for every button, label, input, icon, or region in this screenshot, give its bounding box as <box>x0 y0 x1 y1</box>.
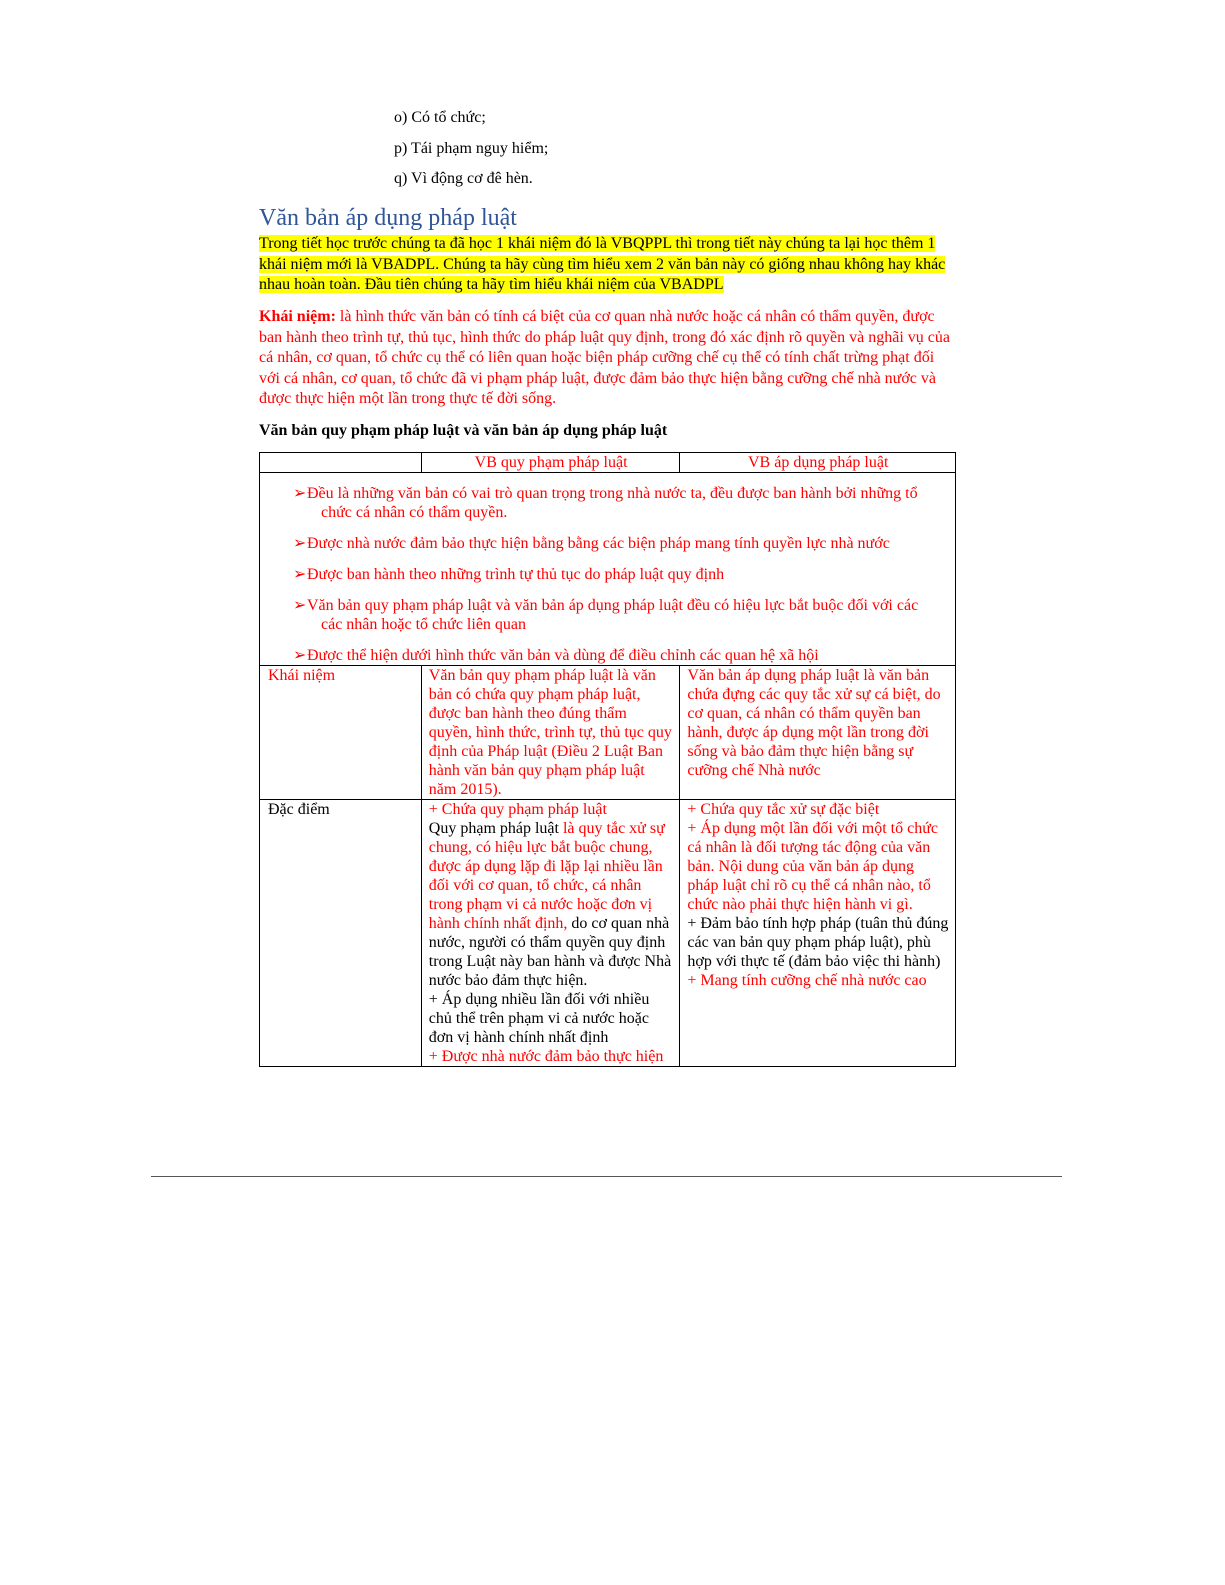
arrow-bullet-icon: ➢ <box>293 485 307 502</box>
arrow-bullet-icon: ➢ <box>293 535 307 552</box>
header-cell-vbadpl: VB áp dụng pháp luật <box>680 453 956 473</box>
list-item: o) Có tổ chức; <box>394 109 486 126</box>
row-label-concept: Khái niệm <box>260 666 422 800</box>
concept-paragraph <box>259 307 959 410</box>
common-point: ➢Được thể hiện dưới hình thức văn bản và dùng để điều chỉnh các quan hệ xã hội <box>293 647 819 664</box>
intro-paragraph <box>259 234 959 296</box>
feature-line: + Được nhà nước đảm bảo thực hiện <box>428 1048 664 1065</box>
table-title: Văn bản quy phạm pháp luật và văn bản áp dụng pháp luật <box>259 422 668 439</box>
common-point: ➢Đều là những văn bản có vai trò quan trọng trong nhà nước ta, đều được ban hành bởi những tổ chức cá nhân có thẩm quyền. <box>293 485 918 521</box>
common-points-cell <box>260 473 956 666</box>
cell-features-vbadpl <box>680 800 956 1067</box>
common-point: ➢Văn bản quy phạm pháp luật và văn bản áp dụng pháp luật đều có hiệu lực bắt buộc đối với các các nhân hoặc tổ chức liên quan <box>293 597 919 633</box>
cell-concept-vbadpl: Văn bản áp dụng pháp luật là văn bản chứa đựng các quy tắc xử sự cá biệt, do cơ quan, cá nhân có thẩm quyền ban hành, được áp dụng một lần trong đời sống và bảo đảm thực hiện bằng sự cưỡng chế Nhà nước <box>680 666 956 800</box>
common-point: ➢Được ban hành theo những trình tự thủ tục do pháp luật quy định <box>293 566 725 583</box>
feature-paragraph: Quy phạm pháp luật là quy tắc xử sự chung, có hiệu lực bắt buộc chung, được áp dụng lặp đi lặp lại nhiều lần đối với cơ quan, tổ chức, cá nhân trong phạm vi cả nước hoặc đơn vị hành chính nhất định, do cơ quan nhà nước, người có thẩm quyền quy định trong Luật này ban hành và được Nhà nước bảo đảm thực hiện. <box>428 820 672 989</box>
section-heading: Văn bản áp dụng pháp luật <box>259 205 517 231</box>
feature-line: + Mang tính cưỡng chế nhà nước cao <box>687 972 927 989</box>
arrow-bullet-icon: ➢ <box>293 647 307 664</box>
feature-line: + Áp dụng một lần đối với một tổ chức cá nhân là đối tượng tác động của văn bản. Nội dung của văn bản áp dụng pháp luật chỉ rõ cụ thể cá nhân nào, tổ chức nào phải thực hiện hành vi gì. <box>687 820 938 913</box>
table-row-features <box>260 800 956 1067</box>
arrow-bullet-icon: ➢ <box>293 566 307 583</box>
feature-line: + Áp dụng nhiều lần đối với nhiều chủ thể trên phạm vi cả nước hoặc đơn vị hành chính nhất định <box>428 991 650 1046</box>
cell-features-vbqppl <box>421 800 680 1067</box>
arrow-bullet-icon: ➢ <box>293 597 307 614</box>
feature-line: + Chứa quy tắc xử sự đặc biệt <box>687 801 880 818</box>
list-item: q) Vì động cơ đê hèn. <box>394 170 533 187</box>
cell-concept-vbqppl: Văn bản quy phạm pháp luật là văn bản có chứa quy phạm pháp luật, được ban hành theo đúng thẩm quyền, hình thức, trình tự, thủ tục quy định của Pháp luật (Điều 2 Luật Ban hành văn bản quy phạm pháp luật năm 2015). <box>421 666 680 800</box>
table-row-common <box>260 473 956 666</box>
table-row-concept <box>260 666 956 800</box>
highlighted-text: Trong tiết học trước chúng ta đã học 1 khái niệm đó là VBQPPL thì trong tiết này chúng ta lại học thêm 1 khái niệm mới là VBADPL. Chúng ta hãy cùng tìm hiểu xem 2 văn bản này có giống nhau không hay khác nhau hoàn toàn. Đầu tiên chúng ta hãy tìm hiểu khái niệm của VBADPL <box>259 235 946 293</box>
list-item: p) Tái phạm nguy hiểm; <box>394 139 549 157</box>
feature-line: + Chứa quy phạm pháp luật <box>428 801 607 818</box>
header-cell-empty <box>260 453 422 473</box>
page-divider <box>151 1176 1062 1177</box>
table-header-row <box>260 453 956 473</box>
concept-label: Khái niệm: <box>259 308 336 325</box>
row-label-features: Đặc điểm <box>260 800 422 1067</box>
header-cell-vbqppl: VB quy phạm pháp luật <box>421 453 680 473</box>
feature-line: + Đảm bảo tính hợp pháp (tuân thủ đúng các van bản quy phạm pháp luật), phù hợp với thực tế (đảm bảo việc thi hành) <box>687 915 949 970</box>
enumerated-list <box>394 108 548 200</box>
common-point: ➢Được nhà nước đảm bảo thực hiện bằng bằng các biện pháp mang tính quyền lực nhà nước <box>293 535 890 552</box>
concept-text: là hình thức văn bản có tính cá biệt của cơ quan nhà nước hoặc cá nhân có thẩm quyền, được ban hành theo trình tự, thủ tục, hình thức do pháp luật quy định, trong đó xác định rõ quyền và nghãi vụ của cá nhân, cơ quan, tổ chức cụ thể có liên quan hoặc biện pháp cưỡng chế cụ thể có tính chất trừng phạt đối với cá nhân, cơ quan, tổ chức đã vi phạm pháp luật, được đảm bảo thực hiện bằng cưỡng chế nhà nước và được thực hiện một lần trong thực tế đời sống. <box>259 308 950 407</box>
comparison-table <box>259 452 956 1067</box>
